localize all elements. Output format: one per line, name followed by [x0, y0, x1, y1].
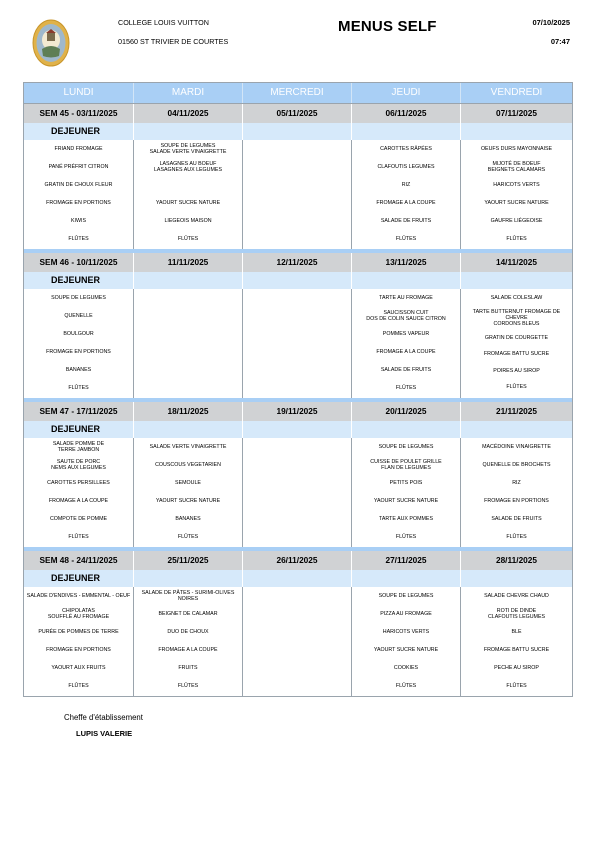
week-label: SEM 45 - 03/11/2025	[24, 104, 134, 123]
menu-item: SALADE DE FRUITS	[380, 217, 432, 224]
day-menu-column	[243, 438, 352, 547]
day-header-mardi: MARDI	[134, 83, 243, 103]
menu-item	[245, 477, 349, 490]
day-header-mercredi: MERCREDI	[243, 83, 352, 103]
menu-item: BLE	[511, 628, 522, 635]
week-date-row	[24, 253, 572, 272]
menu-item	[245, 608, 349, 621]
menu-item	[136, 328, 240, 341]
day-date: 04/11/2025	[134, 104, 243, 123]
day-header-jeudi: JEUDI	[352, 83, 461, 103]
menu-item: COOKIES	[393, 664, 419, 671]
menu-item	[245, 346, 349, 359]
menu-item: FLÛTES	[177, 235, 199, 242]
day-menu-column	[243, 587, 352, 696]
menu-item: BOULGOUR	[63, 330, 94, 337]
meal-label: DEJEUNER	[24, 272, 134, 289]
week-block	[24, 547, 572, 696]
menu-item: KIWIS	[70, 217, 86, 224]
menu-item: GRATIN DE COURGETTE	[484, 334, 549, 341]
menu-item: COMPOTE DE POMME	[49, 515, 108, 522]
meal-row-spacer	[352, 570, 461, 587]
menu-item	[245, 197, 349, 210]
meal-row-spacer	[352, 272, 461, 289]
meal-row-spacer	[134, 570, 243, 587]
menu-item	[136, 310, 240, 323]
menu-item: SALADE DE PÂTES - SURIMI-OLIVES NOIRES	[141, 590, 235, 603]
menu-item: SOUPE DE LEGUMES SALADE VERTE VINAIGRETTE	[149, 143, 227, 156]
menu-item: FROMAGE BATTU SUCRE	[483, 351, 550, 358]
meal-row	[24, 570, 572, 587]
menu-item: TARTE BUTTERNUT FROMAGE DE CHEVRE CORDONS BLEUS	[472, 308, 561, 328]
menu-item: GAUFRE LIÉGEOISE	[490, 217, 543, 224]
menu-item: QUENELLE DE BROCHETS	[482, 462, 551, 469]
menu-item	[245, 513, 349, 526]
week-block	[24, 103, 572, 249]
menu-table	[23, 82, 573, 697]
day-date: 20/11/2025	[352, 402, 461, 421]
menu-item: SAUCISSON CUIT DOS DE COLIN SAUCE CITRON	[366, 309, 446, 323]
day-menu-column	[352, 587, 461, 696]
menu-item: FLÛTES	[395, 533, 417, 540]
menu-item: GRATIN DE CHOUX FLEUR	[44, 181, 113, 188]
menu-item: FRIAND FROMAGE	[54, 146, 103, 153]
menu-items-row	[24, 289, 572, 398]
menu-item: COUSCOUS VEGETARIEN	[155, 462, 221, 469]
school-name: COLLEGE LOUIS VUITTON	[118, 18, 209, 27]
menu-item	[245, 679, 349, 692]
day-date: 27/11/2025	[352, 551, 461, 570]
menu-item	[245, 530, 349, 543]
day-menu-column	[134, 438, 243, 547]
day-menu-column	[352, 438, 461, 547]
menu-item: MACÉDOINE VINAIGRETTE	[482, 444, 551, 451]
print-time: 07:47	[550, 37, 570, 46]
meal-label: DEJEUNER	[24, 123, 134, 140]
menu-item	[245, 441, 349, 454]
menu-item: POMMES VAPEUR	[382, 330, 430, 337]
day-menu-column	[24, 140, 134, 249]
menu-item: SOUPE DE LEGUMES	[378, 593, 434, 600]
meal-row-spacer	[134, 123, 243, 140]
menu-item: SEMOULE	[175, 479, 201, 486]
day-menu-column	[24, 438, 134, 547]
menu-item	[136, 381, 240, 394]
day-date: 14/11/2025	[495, 257, 538, 267]
day-date: 19/11/2025	[243, 402, 352, 421]
menu-item: FLÛTES	[506, 384, 527, 391]
menu-item: PECHE AU SIROP	[494, 664, 539, 671]
meal-row-spacer	[461, 123, 572, 140]
meal-row-spacer	[352, 421, 461, 438]
menu-item: SALADE DE FRUITS	[380, 366, 432, 373]
menu-item	[245, 459, 349, 472]
day-menu-column	[134, 587, 243, 696]
menu-item: FROMAGE BATTU SUCRE	[483, 646, 550, 653]
meal-row-spacer	[243, 570, 352, 587]
week-date-row	[24, 551, 572, 570]
menu-items-row	[24, 140, 572, 249]
week-label: SEM 46 - 10/11/2025	[24, 253, 134, 272]
menu-item: PIZZA AU FROMAGE	[380, 611, 432, 618]
menu-item: PURÉE DE POMMES DE TERRE	[38, 628, 119, 635]
meal-row-spacer	[134, 272, 243, 289]
day-date: 28/11/2025	[495, 555, 538, 565]
day-date: 06/11/2025	[352, 104, 461, 123]
day-date: 07/11/2025	[495, 108, 538, 118]
menu-item: FROMAGE A LA COUPE	[376, 348, 436, 355]
menu-item: CAROTTES RÂPÉES	[380, 146, 432, 153]
menu-item	[136, 346, 240, 359]
meal-row-spacer	[243, 421, 352, 438]
menu-item	[245, 179, 349, 192]
menu-item: OEUFS DURS MAYONNAISE	[480, 146, 553, 153]
day-date: 25/11/2025	[134, 551, 243, 570]
meal-row	[24, 272, 572, 289]
day-date: 26/11/2025	[243, 551, 352, 570]
menu-item	[245, 364, 349, 377]
menu-item: FLÛTES	[177, 533, 199, 540]
meal-row-spacer	[461, 570, 572, 587]
day-date: 21/11/2025	[495, 406, 538, 416]
day-menu-column	[352, 289, 461, 398]
day-date: 18/11/2025	[134, 402, 243, 421]
menu-item: SALADE POMME DE TERRE JAMBON	[52, 441, 105, 454]
menu-item: YAOURT AUX FRUITS	[51, 664, 106, 671]
menu-item: PETITS POIS	[389, 479, 423, 486]
menu-item: DUO DE CHOUX	[167, 628, 209, 635]
menu-item: HARICOTS VERTS	[493, 181, 540, 188]
menu-item: SALADE D'ENDIVES - EMMENTAL - OEUF	[26, 593, 131, 600]
page-title: MENUS SELF	[338, 18, 437, 35]
menu-item	[245, 292, 349, 305]
menu-item: FLÛTES	[395, 235, 417, 242]
menu-item: FLÛTES	[68, 235, 89, 242]
menu-item: FLÛTES	[68, 533, 89, 540]
signature-role: Cheffe d'établissement	[64, 713, 143, 722]
menu-item: CUISSE DE POULET GRILLE FLAN DE LEGUMES	[370, 458, 442, 472]
menu-item: QUENELLE	[64, 313, 93, 320]
menu-item: FROMAGE A LA COUPE	[48, 497, 109, 504]
menu-item: RIZ	[401, 181, 411, 188]
menu-item	[245, 328, 349, 341]
day-date: 12/11/2025	[243, 253, 352, 272]
meal-label: DEJEUNER	[24, 570, 134, 587]
day-date: 05/11/2025	[243, 104, 352, 123]
menu-item: BANANES	[65, 366, 92, 373]
menu-item	[245, 662, 349, 675]
menu-item: SAUTE DE PORC NEMS AUX LEGUMES	[51, 458, 106, 472]
menu-item	[245, 626, 349, 639]
day-menu-column	[461, 289, 572, 398]
day-menu-column	[243, 140, 352, 249]
menu-item	[245, 590, 349, 603]
menu-item: YAOURT SUCRE NATURE	[373, 497, 439, 504]
menu-item: SOUPE DE LEGUMES	[51, 295, 106, 302]
day-date: 11/11/2025	[134, 253, 243, 272]
menu-item: CLAFOUTIS LEGUMES	[377, 164, 435, 171]
menu-item: FROMAGE EN PORTIONS	[46, 348, 111, 355]
week-date-row	[24, 402, 572, 421]
menu-item	[245, 310, 349, 323]
menu-item: PANÉ PRÉFRIT CITRON	[48, 164, 109, 171]
day-menu-column	[134, 140, 243, 249]
menu-item: FROMAGE A LA COUPE	[376, 199, 436, 206]
menu-item	[245, 495, 349, 508]
menu-item	[136, 292, 240, 305]
meal-row	[24, 421, 572, 438]
day-menu-column	[24, 289, 134, 398]
day-menu-column	[134, 289, 243, 398]
menu-item: FROMAGE EN PORTIONS	[46, 646, 111, 653]
menu-items-row	[24, 438, 572, 547]
day-menu-column	[461, 587, 572, 696]
day-menu-column	[352, 140, 461, 249]
week-block	[24, 398, 572, 547]
meal-row-spacer	[352, 123, 461, 140]
menu-item: MIJOTÉ DE BOEUF BEIGNETS CALAMARS	[487, 160, 546, 174]
menu-item	[245, 381, 349, 394]
menu-item: BANANES	[175, 515, 201, 522]
day-menu-column	[24, 587, 134, 696]
menu-item	[245, 215, 349, 228]
day-menu-column	[461, 438, 572, 547]
menu-item: CHIPOLATAS SOUFFLÉ AU FROMAGE	[47, 607, 110, 621]
week-block	[24, 249, 572, 398]
school-address: 01560 ST TRIVIER DE COURTES	[118, 37, 229, 46]
menu-item: FLÛTES	[395, 682, 417, 689]
menu-item: FRUITS	[178, 664, 198, 671]
print-date: 07/10/2025	[532, 18, 570, 27]
meal-label: DEJEUNER	[24, 421, 134, 438]
menu-item: SALADE DE FRUITS	[491, 515, 542, 522]
menu-item: YAOURT SUCRE NATURE	[155, 497, 221, 504]
day-header-vendredi: VENDREDI	[490, 87, 543, 98]
menu-item: RIZ	[512, 479, 521, 486]
menu-item: FROMAGE EN PORTIONS	[46, 199, 111, 206]
menu-item: TARTE AU FROMAGE	[379, 295, 433, 302]
menu-item: LIEGEOIS MAISON	[164, 217, 212, 224]
meal-row-spacer	[243, 123, 352, 140]
menu-item	[136, 364, 240, 377]
menu-items-row	[24, 587, 572, 696]
menu-item: SALADE COLESLAW	[490, 295, 543, 302]
menu-item: SALADE CHEVRE CHAUD	[484, 593, 549, 600]
menu-item: ROTI DE DINDE CLAFOUTIS LEGUMES	[487, 607, 546, 621]
menu-item: SOUPE DE LEGUMES	[378, 444, 434, 451]
menu-item: YAOURT SUCRE NATURE	[155, 199, 221, 206]
menu-item	[245, 161, 349, 174]
menu-item	[136, 179, 240, 192]
menu-item: FROMAGE EN PORTIONS	[484, 497, 549, 504]
menu-item: FLÛTES	[506, 533, 527, 540]
menu-item: FROMAGE A LA COUPE	[158, 646, 218, 653]
day-menu-column	[243, 289, 352, 398]
weeks-container	[24, 103, 572, 696]
week-label: SEM 47 - 17/11/2025	[24, 402, 134, 421]
menu-item: CAROTTES PERSILLEES	[47, 479, 110, 486]
week-label: SEM 48 - 24/11/2025	[24, 551, 134, 570]
meal-row-spacer	[461, 272, 572, 289]
menu-item: FLÛTES	[506, 682, 527, 689]
meal-row-spacer	[134, 421, 243, 438]
menu-item: FLÛTES	[395, 384, 417, 391]
day-header-lundi: LUNDI	[24, 83, 134, 103]
meal-row-spacer	[461, 421, 572, 438]
menu-item: SALADE VERTE VINAIGRETTE	[149, 444, 227, 451]
menu-item: FLÛTES	[177, 682, 199, 689]
menu-item	[245, 143, 349, 156]
day-header-row	[24, 83, 572, 103]
menu-item: YAOURT SUCRE NATURE	[373, 646, 439, 653]
school-logo-icon	[32, 19, 70, 67]
menu-item: POIRES AU SIROP	[493, 367, 540, 374]
week-date-row	[24, 104, 572, 123]
menu-item: YAOURT SUCRE NATURE	[484, 199, 549, 206]
day-menu-column	[461, 140, 572, 249]
menu-item: BEIGNET DE CALAMAR	[158, 611, 218, 618]
menu-item: TARTE AUX POMMES	[379, 515, 433, 522]
menu-item: FLÛTES	[68, 682, 89, 689]
menu-item: FLÛTES	[506, 235, 527, 242]
menu-item: LASAGNES AU BOEUF LASAGNES AUX LEGUMES	[153, 160, 222, 174]
meal-row	[24, 123, 572, 140]
signature-name: LUPIS VALERIE	[76, 729, 133, 738]
menu-item: HARICOTS VERTS	[382, 628, 430, 635]
menu-item	[245, 232, 349, 245]
menu-item: FLÛTES	[68, 384, 89, 391]
day-date: 13/11/2025	[352, 253, 461, 272]
meal-row-spacer	[243, 272, 352, 289]
menu-item	[245, 644, 349, 657]
